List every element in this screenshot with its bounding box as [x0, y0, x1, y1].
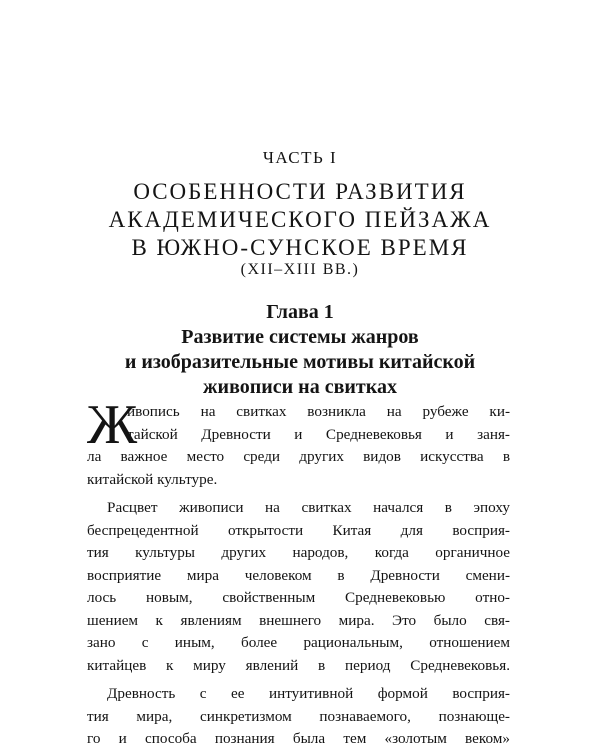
- body-text: [87, 394, 510, 751]
- part-title-line: В ЮЖНО-СУНСКОЕ ВРЕМЯ: [131, 235, 469, 260]
- text-line: Расцвет живописи на свитках начался в эпоху: [107, 499, 510, 516]
- text-line: ла важное место среди других видов искусства в: [87, 448, 510, 465]
- text-line: зано с иным, более рациональным, отношением: [87, 634, 510, 651]
- part-title-line: ОСОБЕННОСТИ РАЗВИТИЯ: [133, 179, 467, 204]
- text-line: ивопись на свитках возникла на рубеже ки-: [127, 403, 510, 420]
- part-title: [0, 178, 600, 262]
- part-label: ЧАСТЬ I: [262, 148, 338, 167]
- part-centuries: (XII–XIII ВВ.): [240, 261, 360, 278]
- chapter-title-line: Развитие системы жанров: [181, 326, 419, 348]
- text-line: Древность с ее интуитивной формой восприя-: [107, 685, 510, 702]
- chapter-heading: [0, 300, 600, 400]
- drop-cap: Ж: [87, 394, 138, 456]
- chapter-title-line: и изобразительные мотивы китайской: [124, 351, 476, 373]
- text-line: беспрецедентной открытости Китая для восприя-: [87, 521, 510, 539]
- text-line: тия мира, синкретизмом познаваемого, познающе-: [87, 707, 510, 725]
- text-line: китайцев к миру явлений в период Средневековья.: [87, 656, 510, 674]
- text-line: тия культуры других народов, когда органичное: [87, 544, 510, 561]
- text-line: лось новым, свойственным Средневековью отно-: [87, 589, 510, 606]
- text-line: китайской культуре.: [87, 470, 218, 488]
- part-title-line: АКАДЕМИЧЕСКОГО ПЕЙЗАЖА: [108, 207, 492, 232]
- chapter-title-line: живописи на свитках: [203, 376, 397, 398]
- text-line: восприятие мира человеком в Древности смени-: [87, 566, 510, 584]
- text-line: шением к явлениям внешнего мира. Это было свя-: [87, 611, 510, 629]
- text-line: го и способа познания была тем «золотым веком»: [87, 730, 510, 747]
- text-line: тайской Древности и Средневековья и заня-: [127, 425, 510, 443]
- chapter-number: Глава 1: [266, 301, 334, 323]
